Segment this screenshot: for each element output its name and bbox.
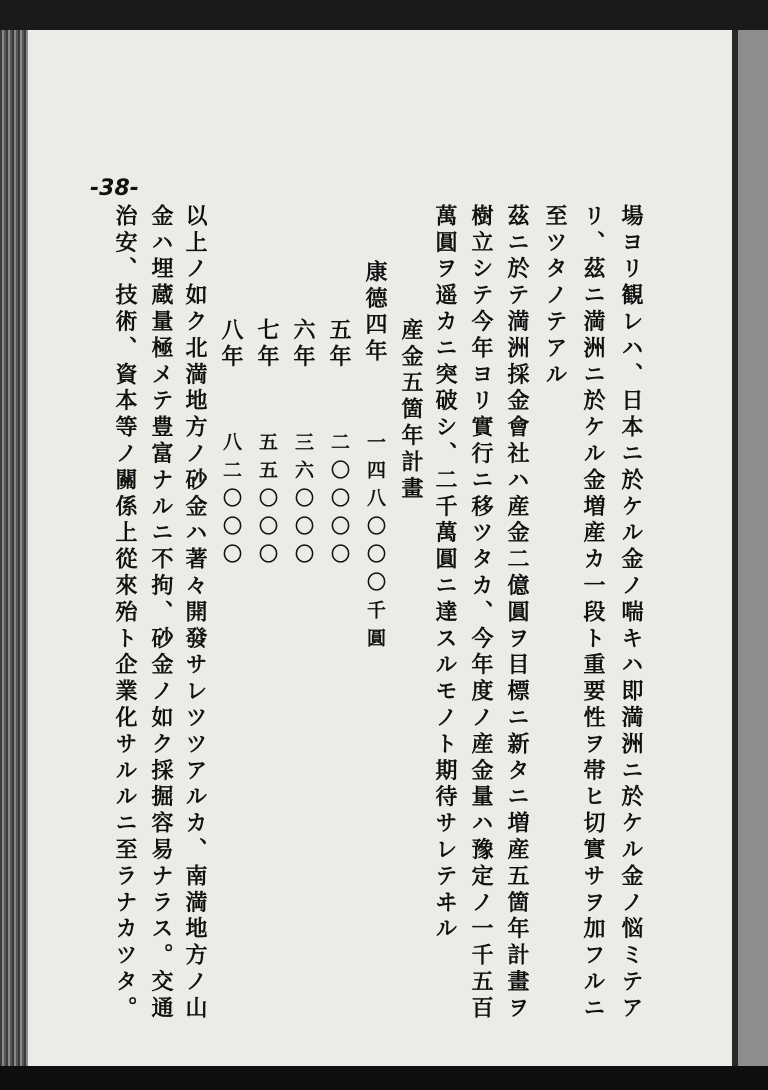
text-line-5: 樹立シテ今年ヨリ實行ニ移ツタカ、今年度ノ産金量ハ豫定ノ一千五百 — [468, 204, 494, 1023]
adjacent-page-edge — [732, 30, 768, 1066]
year-label: 六年 — [290, 318, 316, 371]
text-line-13: 以上ノ如ク北満地方ノ砂金ハ著々開發サレツツアルカ、南満地方ノ山 — [182, 204, 208, 1023]
plan-amount: 五五〇〇〇 — [256, 432, 278, 572]
year-label: 康德四年 — [362, 260, 388, 366]
plan-title: 産金五箇年計畫 — [398, 318, 424, 503]
year-label: 七年 — [254, 318, 280, 371]
text-line-14: 金ハ埋蔵量極メテ豊富ナルニ不拘、砂金ノ如ク採掘容易ナラス。交通 — [148, 204, 174, 1023]
page-number: -38- — [90, 176, 139, 201]
text-line-3: 至ツタノテアル — [542, 204, 568, 389]
text-line-6: 萬圓ヲ遥カニ突破シ、二千萬圓ニ達スルモノト期待サレテヰル — [432, 204, 458, 944]
plan-amount: 二〇〇〇〇 — [328, 432, 350, 572]
text-line-1: 場ヨリ観レハ、日本ニ於ケル金ノ喘キハ即満洲ニ於ケル金ノ悩ミテア — [618, 204, 644, 1023]
text-line-2: リ、茲ニ満洲ニ於ケル金増産カ一段ト重要性ヲ帯ヒ切實サヲ加フルニ — [580, 204, 606, 1023]
text-line-15: 治安、技術、資本等ノ關係上從來殆ト企業化サルルニ至ラナカツタ。 — [112, 204, 138, 1023]
scan-bottom-edge — [0, 1066, 768, 1090]
text-line-4: 茲ニ於テ満洲採金會社ハ産金二億圓ヲ目標ニ新タニ増産五箇年計畫ヲ — [504, 204, 530, 1023]
year-label: 五年 — [326, 318, 352, 371]
year-label: 八年 — [218, 318, 244, 371]
book-gutter — [0, 30, 30, 1066]
plan-amount: 八二〇〇〇 — [220, 432, 242, 572]
plan-amount: 一四八〇〇〇千圓 — [364, 432, 386, 656]
plan-amount: 三六〇〇〇 — [292, 432, 314, 572]
